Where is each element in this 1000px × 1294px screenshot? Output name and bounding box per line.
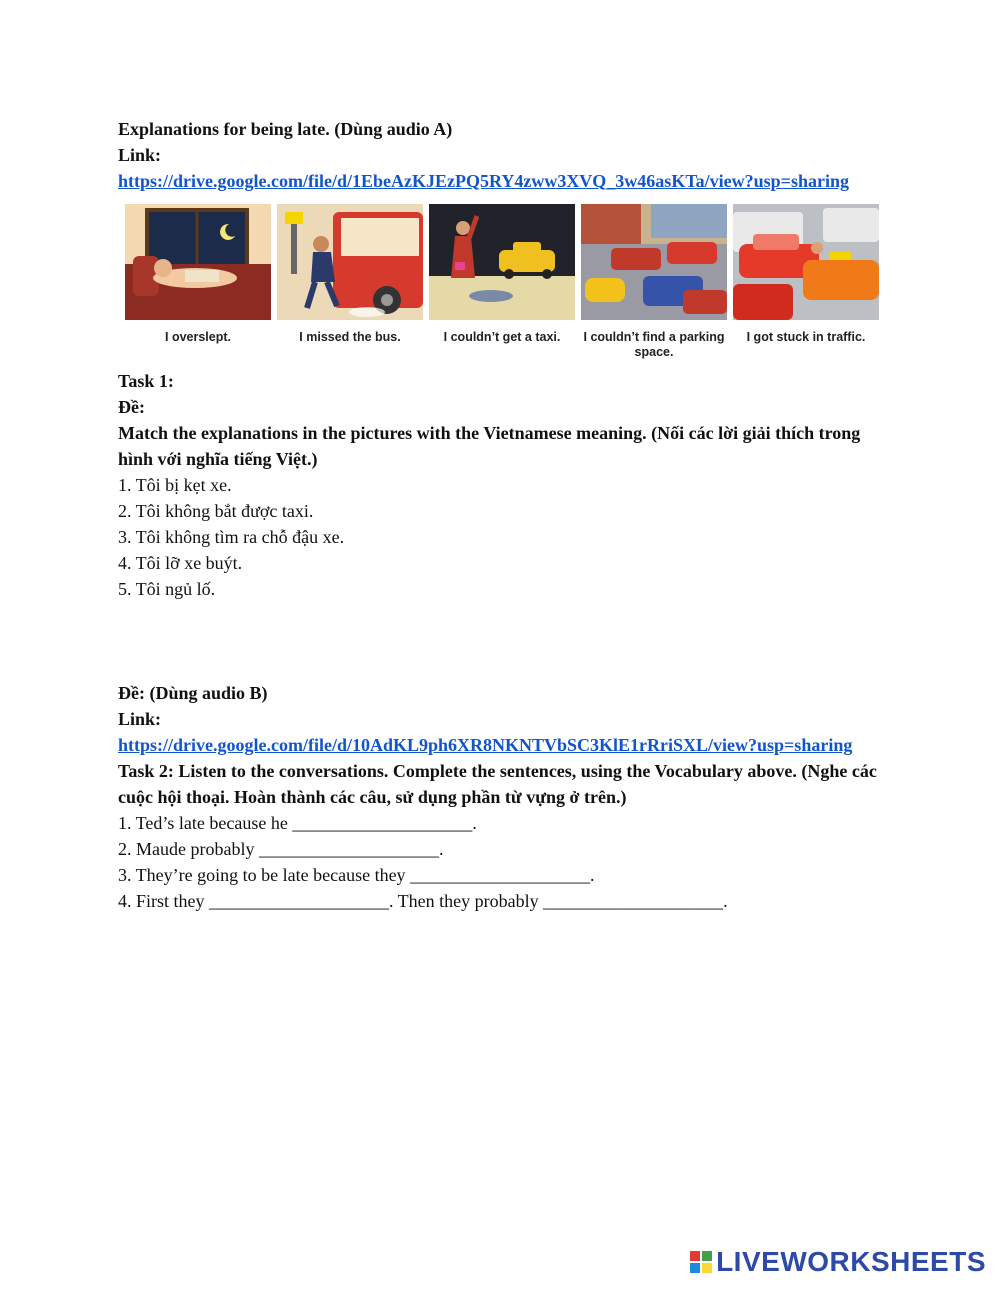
picture-overslept — [122, 204, 274, 360]
task1-item: 4. Tôi lỡ xe buýt. — [118, 553, 243, 573]
task1-item: 3. Tôi không tìm ra chỗ đậu xe. — [118, 527, 345, 547]
audio-a-link[interactable]: https://drive.google.com/file/d/1EbeAzKJEzPQ5RY4zww3XVQ_3w46asKTa/view?usp=sharing — [118, 171, 849, 191]
task2-instruction: Task 2: Listen to the conversations. Complete the sentences, using the Vocabulary above. (Nghe các cuộc hội thoại. Hoàn thành các câu, sử dụng phần từ vựng ở trên.) — [118, 761, 877, 807]
task1-instruction: Match the explanations in the pictures with the Vietnamese meaning. (Nối các lời giải thích trong hình với nghĩa tiếng Việt.) — [118, 423, 861, 469]
picture-traffic — [730, 204, 882, 360]
caption-traffic: I got stuck in traffic. — [746, 330, 866, 344]
task1-item: 2. Tôi không bắt được taxi. — [118, 501, 314, 521]
section-a-link-label: Link: — [118, 145, 162, 165]
picture-no-taxi — [426, 204, 578, 360]
task1-de-label: Đề: — [118, 397, 145, 417]
worksheet-page — [118, 116, 888, 914]
task2-item: 3. They’re going to be late because they ____________________. — [118, 865, 595, 885]
overslept-illustration — [125, 204, 271, 320]
no-parking-illustration — [581, 204, 727, 320]
section-a-title: Explanations for being late. (Dùng audio A) — [118, 119, 453, 139]
audio-b-link[interactable]: https://drive.google.com/file/d/10AdKL9ph6XR8NKNTVbSC3KlE1rRriSXL/view?usp=sharing — [118, 735, 853, 755]
section-b-link-label: Link: — [118, 709, 162, 729]
caption-missed-bus: I missed the bus. — [299, 330, 401, 344]
pictures-strip — [122, 204, 882, 360]
logo-blocks-icon — [690, 1251, 712, 1273]
traffic-illustration — [733, 204, 879, 320]
caption-overslept: I overslept. — [165, 330, 231, 344]
task1-item: 5. Tôi ngủ lố. — [118, 579, 216, 599]
task2-item: 2. Maude probably ____________________. — [118, 839, 444, 859]
picture-no-parking — [578, 204, 730, 360]
caption-no-parking: I couldn’t find a parking space. — [583, 330, 725, 359]
task2-item: 4. First they ____________________. Then they probably ____________________. — [118, 891, 728, 911]
logo-text: LIVEWORKSHEETS — [716, 1246, 986, 1277]
no-taxi-illustration — [429, 204, 575, 320]
task1-heading: Task 1: — [118, 371, 174, 391]
section-b-title: Đề: (Dùng audio B) — [118, 683, 268, 703]
picture-missed-bus — [274, 204, 426, 360]
liveworksheets-logo — [690, 1246, 986, 1278]
caption-no-taxi: I couldn’t get a taxi. — [443, 330, 561, 344]
task1-item: 1. Tôi bị kẹt xe. — [118, 475, 232, 495]
missed-bus-illustration — [277, 204, 423, 320]
task2-item: 1. Ted’s late because he ____________________. — [118, 813, 477, 833]
